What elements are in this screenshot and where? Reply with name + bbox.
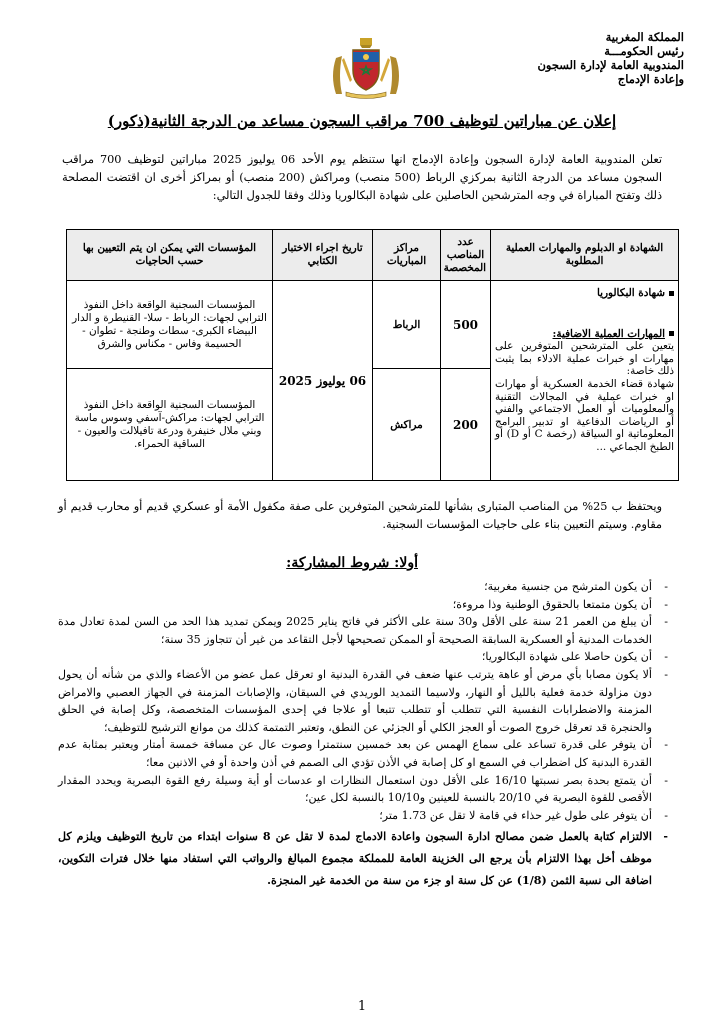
table-header-row xyxy=(67,230,679,281)
header-line-government: رئيس الحكومـــة xyxy=(604,44,684,58)
list-item: - أن يتوفر على طول غير حذاء في قامة لا تقل عن 1.73 متر؛ xyxy=(58,807,670,825)
posts-marrakech: 200 xyxy=(441,369,491,481)
list-item: - أن يكون حاصلا على شهادة البكالوريا؛ xyxy=(58,648,670,666)
list-item: - أن يكون متمتعا بالحقوق الوطنية وذا مروءة؛ xyxy=(58,596,670,614)
header-institutions: المؤسسات التي يمكن ان يتم التعيين بها حسب الحاجيات xyxy=(67,230,273,281)
section-title-conditions: أولا: شروط المشاركة: xyxy=(286,555,418,571)
reserved-posts-paragraph: ويحتفظ ب 25% من المناصب المتبارى بشأنها للمترشحين المتوفرين على صفة مكفول الأمة أو عسكري قديم أو محارب قديم أو مقاوم. وسيتم التعيين بناء على حاجيات المؤسسات السجنية. xyxy=(58,500,662,531)
skills-heading: المهارات العملية الاضافية: xyxy=(552,327,665,340)
page-number: 1 xyxy=(357,999,367,1014)
header-certificate: الشهادة او الدبلوم والمهارات العملية المطلوبة xyxy=(491,230,679,281)
royal-emblem-icon xyxy=(326,36,406,100)
header-line-delegation: المندوبية العامة لإدارة السجون xyxy=(537,58,684,72)
skills-list: شهادة قضاء الخدمة العسكرية أو مهارات او خبرات عملية في المجالات التقنية والمعلوميات أو العمل الاجتماعي والفني أو الرياضات الدفاعية او تدبير البرامج المعلوماتية او السياقة (رخصة C أو D) أو الطبخ الجماعي ... xyxy=(495,377,674,453)
bullet-icon xyxy=(669,331,674,336)
skills-text: يتعين على المترشحين المتوفرين على مهارات او خبرات عملية الادلاء بما يثبت ذلك خاصة: xyxy=(495,340,674,378)
conditions-list xyxy=(58,578,670,892)
exam-date-cell: 06 يوليوز 2025 xyxy=(273,281,373,481)
header-exam-date: تاريخ اجراء الاختبار الكتابي xyxy=(273,230,373,281)
certificate-heading: شهادة البكالوريا xyxy=(596,287,665,299)
center-rabat: الرباط xyxy=(373,281,441,369)
certificate-cell xyxy=(491,281,679,481)
header-posts: عدد المناصب المخصصة xyxy=(441,230,491,281)
table-row xyxy=(67,281,679,369)
center-marrakech: مراكش xyxy=(373,369,441,481)
bullet-icon xyxy=(669,291,674,296)
institutions-marrakech: المؤسسات السجنية الواقعة داخل النفوذ الترابي لجهات: مراكش-آسفي وسوس ماسة وبني ملال خنيفرة ودرعة تافيلالت والعيون - الساقية الحمراء. xyxy=(67,369,273,481)
institutions-rabat: المؤسسات السجنية الواقعة داخل النفوذ الترابي لجهات: الرباط - سلا- القنيطرة و الدار البيضاء الكبرى- سطات وطنجة - تطوان - الحسيمة وفاس - مكناس والشرق xyxy=(67,281,273,369)
list-item: - أن يكون المترشح من جنسية مغربية؛ xyxy=(58,578,670,596)
list-item: - ألا يكون مصابا بأي مرض أو عاهة يترتب عنها ضعف في القدرة البدنية او تعرقل عمل عضو من الأعضاء والذي من شأنه أن يحول دون مزاولة خدمة فعلية بالليل أو النهار، ولاسيما التمديد الوريدي في السيقان، والإصابات المزمنة في الجهاز العصبي والامراض المزمنة والاضطرابات النفسية التي تتطلب أو تتطلب تتبعا أو علاجا في إحدى المؤسسات المتخصصة، وكل إصابة في الحلق والحنجرة قد تعرقل خروج الصوت أو العجز الكلي أو الجزئي عن النطق، وتعتبر التمتمة كذلك من موانع الترشيح للتوظيف؛ xyxy=(58,666,670,736)
competition-table xyxy=(66,229,679,481)
list-item-commitment: - الالتزام كتابة بالعمل ضمن مصالح ادارة السجون واعادة الادماج لمدة لا تقل عن 8 سنوات ابتداء من تاريخ التوظيف ويلزم كل موظف أخل بهذا الالتزام بأن يرجع الى الخزينة العامة للمملكة مجموع المبالغ والرواتب التي استفاد منها خلال فترات التكوين، اضافة الى نسبة الثمن (1/8) عن كل سنة او جزء من سنة من الخدمة غير المنجزة. xyxy=(58,826,670,892)
issuer-header xyxy=(484,30,684,86)
header-line-reintegration: وإعادة الإدماج xyxy=(617,72,684,86)
header-line-kingdom: المملكة المغربية xyxy=(605,30,684,44)
announcement-title: إعلان عن مباراتين لتوظيف 700 مراقب السجون مساعد من الدرجة الثانية(ذكور) xyxy=(107,112,617,130)
posts-rabat: 500 xyxy=(441,281,491,369)
intro-paragraph: تعلن المندوبية العامة لإدارة السجون وإعادة الإدماج انها ستنظم يوم الأحد 06 يوليوز 2025 مباراتين لتوظيف 700 مراقب السجون مساعد من الدرجة الثانية بمركزي الرباط (500 منصب) ومراكش (200 منصب) أو بمراكز أخرى ان اقتضت المصلحة ذلك وتفتح المباراة في وجه المترشحين الحاصلين على شهادة البكالوريا وذلك وفقا للجدول التالي: xyxy=(62,153,662,202)
list-item: - أن يتوفر على قدرة تساعد على سماع الهمس عن بعد خمسين سنتمترا وصوت عال عن مسافة خمسة أمتار ويعتبر بمثابة عدم القدرة البدنية كل اضطراب في السمع او كل إصابة في الأذن تؤدي الى الصمم في أذن واحدة أو في الاذنين معا؛ xyxy=(58,736,670,771)
list-item: - أن يبلغ من العمر 21 سنة على الأقل و30 سنة على الأكثر في فاتح يناير 2025 ويمكن تمديد هذا الحد من السن لمدة تعادل مدة الخدمات المدنية أو العسكرية السابقة الصحيحة أو الممكن تصحيحها لأجل التقاعد من غير أن تتجاوز 35 سنة؛ xyxy=(58,613,670,648)
list-item: - أن يتمتع بحدة بصر نسبتها 16/10 على الأقل دون استعمال النظارات او عدسات أو أية وسيلة رفع القوة البصرية ويحدد المقدار الأقصى للقوة البصرية في 20/10 بالنسبة للعينين و10/10 بالنسبة لكل عين؛ xyxy=(58,772,670,807)
header-centers: مراكز المباريات xyxy=(373,230,441,281)
